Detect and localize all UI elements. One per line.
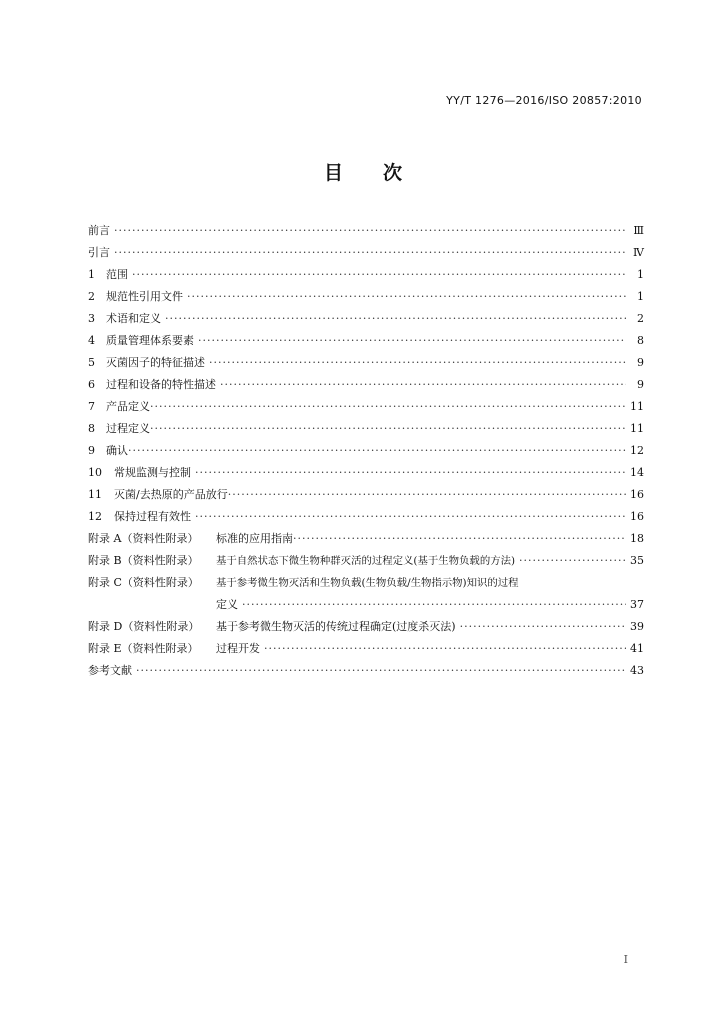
leader-dots — [220, 378, 626, 392]
toc-entry-number: 8 — [88, 422, 95, 435]
page-title — [0, 158, 726, 185]
toc-entry-3[interactable] — [88, 304, 644, 326]
leader-dots — [195, 510, 626, 524]
toc-entry-foreword[interactable] — [88, 216, 644, 238]
leader-dots — [132, 268, 626, 282]
toc-entry-page: 11 — [630, 422, 644, 435]
leader-dots — [114, 224, 626, 238]
toc-entry-number: 1 — [88, 268, 95, 281]
toc-entry-title: 过程和设备的特性描述 — [106, 378, 216, 391]
toc-entry-number: 11 — [88, 488, 102, 501]
toc-entry-number: 10 — [88, 466, 102, 479]
leader-dots — [460, 620, 626, 634]
toc-entry-8[interactable] — [88, 414, 644, 436]
toc-entry-7[interactable] — [88, 392, 644, 414]
toc-entry-page: 8 — [637, 334, 644, 347]
toc-entry-title: 参考文献 — [88, 664, 132, 677]
leader-dots — [264, 642, 626, 656]
leader-dots — [242, 598, 626, 612]
leader-dots — [195, 466, 626, 480]
page-number: Ⅰ — [623, 953, 628, 966]
toc-entry-12[interactable] — [88, 502, 644, 524]
annex-label: 附录 E（资料性附录） — [88, 642, 199, 655]
toc-entry-page: 39 — [630, 620, 644, 633]
title-part-1: 目 — [323, 162, 343, 184]
toc-entry-2[interactable] — [88, 282, 644, 304]
toc-entry-page: 41 — [630, 642, 644, 655]
leader-dots — [128, 444, 626, 458]
toc-entry-page: 35 — [630, 554, 644, 567]
toc-entry-annex-d[interactable] — [88, 612, 644, 634]
toc-entry-10[interactable] — [88, 458, 644, 480]
annex-label: 附录 C（资料性附录） — [88, 576, 199, 589]
leader-dots — [136, 664, 626, 678]
toc-entry-4[interactable] — [88, 326, 644, 348]
toc-entry-title: 保持过程有效性 — [114, 510, 191, 523]
toc-entry-5[interactable] — [88, 348, 644, 370]
toc-entry-number: 5 — [88, 356, 95, 369]
leader-dots — [293, 532, 626, 546]
toc-entry-title: 常规监测与控制 — [114, 466, 191, 479]
toc-entry-page: Ⅲ — [633, 224, 644, 237]
toc-entry-9[interactable] — [88, 436, 644, 458]
toc-entry-page: 12 — [630, 444, 644, 457]
toc-entry-number: 2 — [88, 290, 95, 303]
toc-entry-page: Ⅳ — [633, 246, 644, 259]
toc-entry-annex-c[interactable] — [88, 568, 644, 590]
annex-title: 基于参考微生物灭活和生物负载(生物负载/生物指示物)知识的过程 — [216, 577, 519, 589]
leader-dots — [519, 554, 626, 568]
toc-entry-bibliography[interactable] — [88, 656, 644, 678]
annex-label: 附录 D（资料性附录） — [88, 620, 200, 633]
toc-entry-11[interactable] — [88, 480, 644, 502]
toc-entry-annex-b[interactable] — [88, 546, 644, 568]
toc-entry-annex-c-continued[interactable] — [88, 590, 644, 612]
toc-entry-number: 7 — [88, 400, 95, 413]
leader-dots — [114, 246, 626, 260]
toc-entry-introduction[interactable] — [88, 238, 644, 260]
annex-title: 基于参考微生物灭活的传统过程确定(过度杀灭法) — [216, 620, 456, 633]
toc-entry-page: 9 — [637, 378, 644, 391]
toc-entry-title: 引言 — [88, 246, 110, 259]
toc-entry-page: 37 — [630, 598, 644, 611]
toc-entry-page: 9 — [637, 356, 644, 369]
annex-label: 附录 B（资料性附录） — [88, 554, 199, 567]
toc-entry-title: 灭菌因子的特征描述 — [106, 356, 205, 369]
title-part-2: 次 — [383, 162, 403, 184]
annex-label: 附录 A（资料性附录） — [88, 532, 199, 545]
standard-code-header: YY/T 1276—2016/ISO 20857:2010 — [446, 94, 642, 107]
toc-entry-title: 术语和定义 — [106, 312, 161, 325]
toc-entry-title: 确认 — [106, 444, 128, 457]
toc-entry-page: 16 — [630, 510, 644, 523]
toc-entry-number: 4 — [88, 334, 95, 347]
leader-dots — [165, 312, 626, 326]
toc-entry-title: 范围 — [106, 268, 128, 281]
leader-dots — [150, 422, 626, 436]
leader-dots — [187, 290, 626, 304]
toc-entry-page: 43 — [630, 664, 644, 677]
toc-entry-page: 2 — [637, 312, 644, 325]
toc-entry-6[interactable] — [88, 370, 644, 392]
toc-entry-page: 18 — [630, 532, 644, 545]
toc-entry-title: 灭菌/去热原的产品放行 — [114, 488, 228, 501]
toc-entry-page: 1 — [637, 268, 644, 281]
leader-dots — [150, 400, 626, 414]
toc-entry-number: 9 — [88, 444, 95, 457]
annex-title-continued: 定义 — [216, 598, 238, 611]
annex-title: 过程开发 — [216, 642, 260, 655]
toc-entry-title: 规范性引用文件 — [106, 290, 183, 303]
toc-entry-number: 12 — [88, 510, 102, 523]
toc-entry-page: 16 — [630, 488, 644, 501]
toc-entry-title: 产品定义 — [106, 400, 150, 413]
leader-dots — [198, 334, 626, 348]
leader-dots — [228, 488, 626, 502]
toc-entry-title: 前言 — [88, 224, 110, 237]
toc-entry-number: 3 — [88, 312, 95, 325]
annex-title: 标准的应用指南 — [216, 532, 293, 545]
toc-entry-annex-e[interactable] — [88, 634, 644, 656]
toc-entry-page: 11 — [630, 400, 644, 413]
toc-entry-page: 1 — [637, 290, 644, 303]
toc-entry-title: 过程定义 — [106, 422, 150, 435]
toc-entry-1[interactable] — [88, 260, 644, 282]
table-of-contents — [88, 216, 644, 678]
toc-entry-page: 14 — [630, 466, 644, 479]
toc-entry-annex-a[interactable] — [88, 524, 644, 546]
annex-title: 基于自然状态下微生物种群灭活的过程定义(基于生物负载的方法) — [216, 555, 516, 567]
leader-dots — [209, 356, 626, 370]
toc-entry-number: 6 — [88, 378, 95, 391]
toc-entry-title: 质量管理体系要素 — [106, 334, 194, 347]
